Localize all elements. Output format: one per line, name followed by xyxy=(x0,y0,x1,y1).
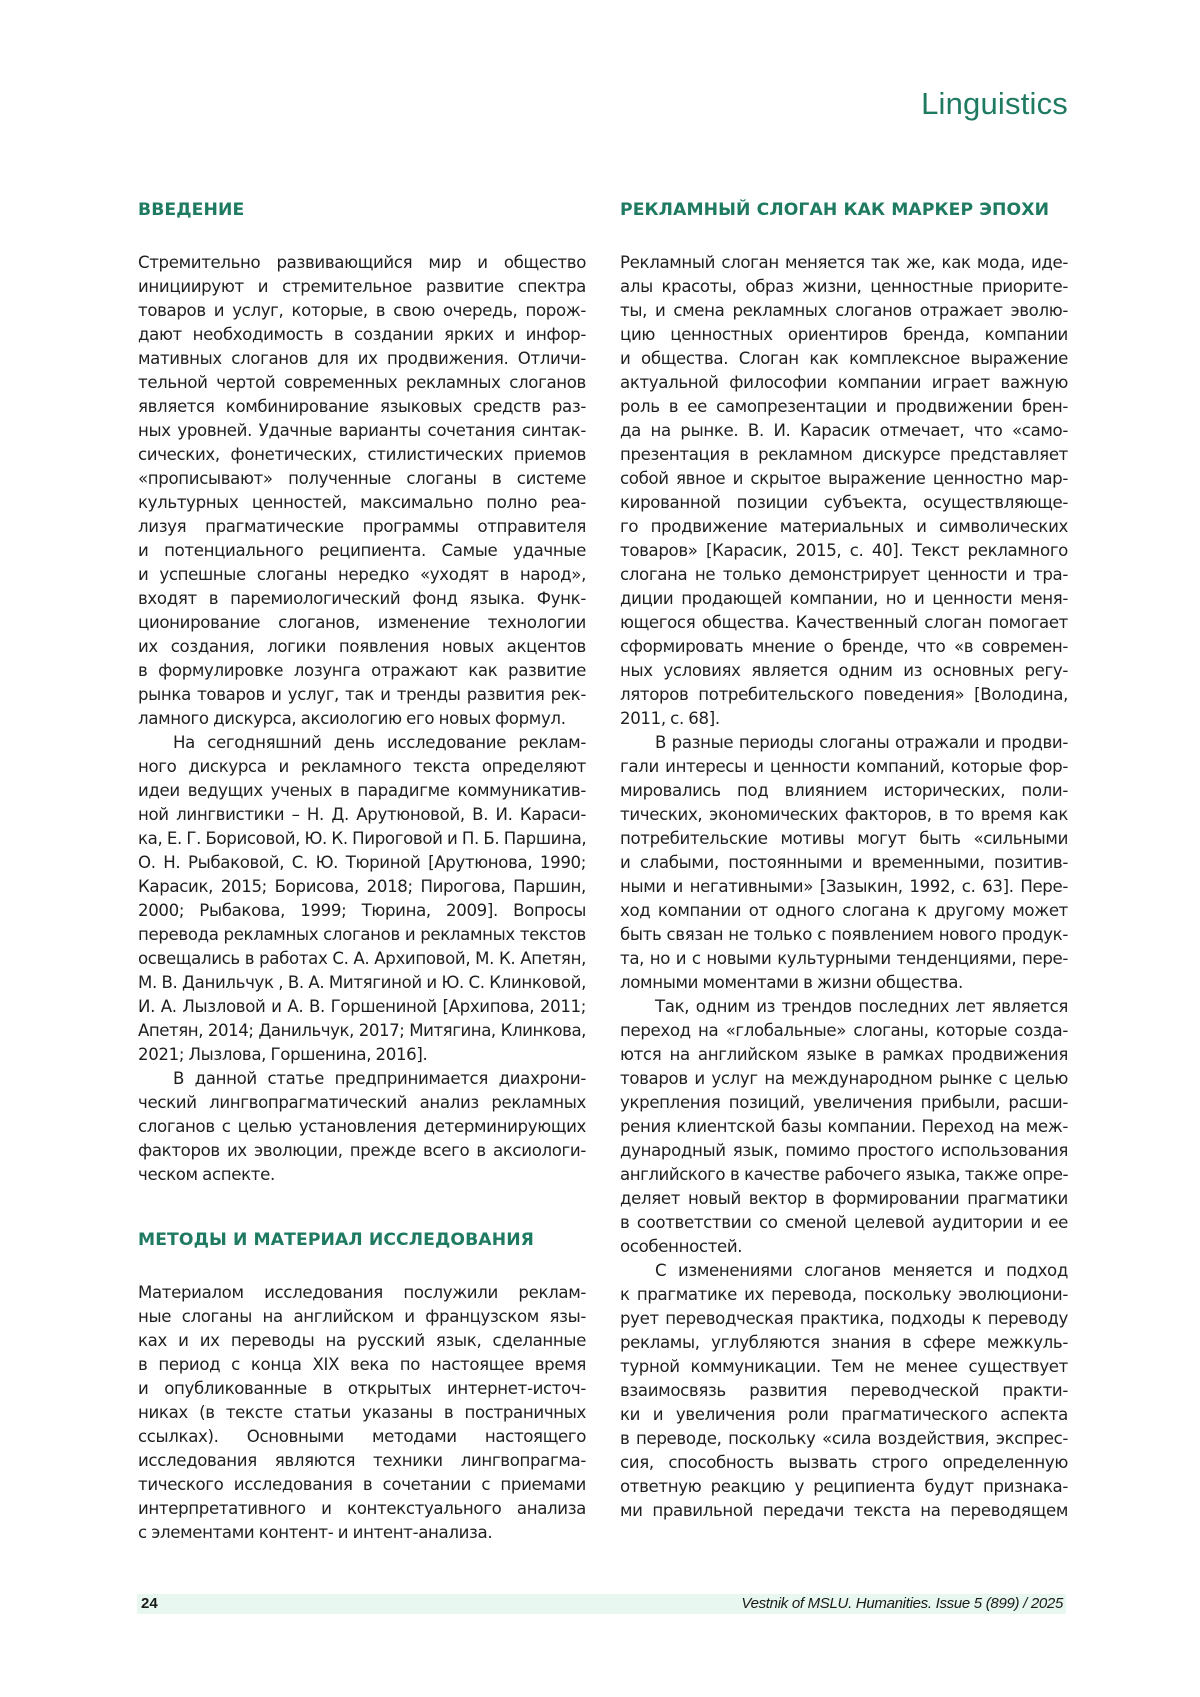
text-line: и потенциального реципиента. Самые удачные xyxy=(138,541,586,560)
text-line: мировались под влиянием исторических, поли- xyxy=(620,781,1068,800)
text-line: дународный язык, помимо простого использования xyxy=(620,1141,1068,1160)
text-line: сформировать мнение о бренде, что «в современ- xyxy=(620,637,1068,656)
text-line: та, но и с новыми культурными тенденциями, пере- xyxy=(620,949,1068,968)
text-line: собой явное и скрытое выражение ценностно мар- xyxy=(620,469,1068,488)
text-line: ными и негативными» [Зазыкин, 1992, с. 63]. Пере- xyxy=(620,877,1068,896)
text-line: деляет новый вектор в формировании прагматики xyxy=(620,1189,1068,1208)
text-line: с элементами контент- и интент-анализа. xyxy=(138,1523,493,1542)
text-line: цию ценностных ориентиров бренда, компании xyxy=(620,325,1068,344)
text-line: ты, и смена рекламных слоганов отражает эволю- xyxy=(620,301,1068,320)
text-line: Материалом исследования послужили реклам- xyxy=(138,1283,586,1302)
paragraph xyxy=(138,1281,586,1545)
text-line: ответную реакцию у реципиента будут признака- xyxy=(620,1477,1068,1496)
text-line: рения клиентской базы компании. Переход на меж- xyxy=(620,1117,1068,1136)
text-line: презентация в рекламном дискурсе представляет xyxy=(620,445,1068,464)
text-line: «прописывают» полученные слоганы в системе xyxy=(138,469,586,488)
text-line: да на рынке. В. И. Карасик отмечает, что «само- xyxy=(620,421,1068,440)
text-line: взаимосвязь развития переводческой практи- xyxy=(620,1381,1068,1400)
text-line: в период с конца XIX века по настоящее время xyxy=(138,1355,586,1374)
text-line: идеи ведущих ученых в парадигме коммуникатив- xyxy=(138,781,586,800)
text-line: дают необходимость в создании ярких и инфор- xyxy=(138,325,586,344)
section-label: Linguistics xyxy=(921,86,1068,121)
text-line: сических, фонетических, стилистических приемов xyxy=(138,445,586,464)
text-line: потребительские мотивы могут быть «сильными xyxy=(620,829,1068,848)
text-line: алы красоты, образ жизни, ценностные приорите- xyxy=(620,277,1068,296)
text-line: английского в качестве рабочего языка, также опре- xyxy=(620,1165,1068,1184)
text-line: и слабыми, постоянными и временными, позитив- xyxy=(620,853,1068,872)
journal-citation: Vestnik of MSLU. Humanities. Issue 5 (899) / 2025 xyxy=(741,1595,1063,1612)
text-line: в переводе, поскольку «сила воздействия, экспрес- xyxy=(620,1429,1068,1448)
text-line: актуальной философии компании играет важную xyxy=(620,373,1068,392)
text-line: В данной статье предпринимается диахрони- xyxy=(173,1069,586,1088)
section-heading: МЕТОДЫ И МАТЕРИАЛ ИССЛЕДОВАНИЯ xyxy=(138,1230,535,1250)
text-line: факторов их эволюции, прежде всего в аксиологи- xyxy=(138,1141,586,1160)
text-line: ках и их переводы на русский язык, сделанные xyxy=(138,1331,586,1350)
text-line: В разные периоды слоганы отражали и продви- xyxy=(655,733,1068,752)
text-line: в формулировке лозунга отражают как развитие xyxy=(138,661,586,680)
text-line: в соответствии со сменой целевой аудитории и ее xyxy=(620,1213,1068,1232)
text-line: слогана не только демонстрирует ценности и тра- xyxy=(620,565,1068,584)
text-line: И. А. Лызловой и А. В. Горшениной [Архипова, 2011; xyxy=(138,997,586,1016)
paragraph xyxy=(620,1259,1068,1523)
section-body xyxy=(620,251,1068,1523)
text-line: к прагматике их перевода, поскольку эволюциони- xyxy=(620,1285,1068,1304)
text-line: ссылках). Основными методами настоящего xyxy=(138,1427,586,1446)
text-line: М. В. Данильчук , В. А. Митягиной и Ю. С. Клинковой, xyxy=(138,973,586,992)
text-line: О. Н. Рыбаковой, С. Ю. Тюриной [Арутюнова, 1990; xyxy=(138,853,586,872)
text-line: тических, экономических факторов, в то время как xyxy=(620,805,1068,824)
text-line: турной коммуникации. Тем не менее существует xyxy=(620,1357,1068,1376)
text-line: культурных ценностей, максимально полно реа- xyxy=(138,493,586,512)
text-line: исследования являются техники лингвопрагма- xyxy=(138,1451,586,1470)
section-introduction xyxy=(138,198,586,1187)
text-line: рынка товаров и услуг, так и тренды развития рек- xyxy=(138,685,586,704)
text-line: 2011, с. 68]. xyxy=(620,709,720,728)
page-number: 24 xyxy=(141,1595,158,1612)
section-slogan-marker xyxy=(620,198,1068,1523)
text-line: ка, Е. Г. Борисовой, Ю. К. Пироговой и П. Б. Паршина, xyxy=(138,829,587,848)
section-body xyxy=(138,251,586,1187)
text-line: ломными моментами в жизни общества. xyxy=(620,973,963,992)
text-line: ческом аспекте. xyxy=(138,1165,275,1184)
text-line: Рекламный слоган меняется так же, как мода, иде- xyxy=(620,253,1068,272)
paragraph xyxy=(620,251,1068,731)
paragraph xyxy=(138,1067,586,1187)
text-line: переход на «глобальные» слоганы, которые созда- xyxy=(620,1021,1068,1040)
section-heading: ВВЕДЕНИЕ xyxy=(138,200,245,220)
text-line: Апетян, 2014; Данильчук, 2017; Митягина, Клинкова, xyxy=(138,1021,586,1040)
text-line: особенностей. xyxy=(620,1237,743,1256)
text-line: го продвижение материальных и символических xyxy=(620,517,1068,536)
text-line: гали интересы и ценности компаний, которые фор- xyxy=(620,757,1068,776)
text-line: кированной позиции субъекта, осуществляюще- xyxy=(620,493,1068,512)
text-line: Карасик, 2015; Борисова, 2018; Пирогова, Паршин, xyxy=(138,877,586,896)
text-line: тельной чертой современных рекламных слоганов xyxy=(138,373,586,392)
text-line: входят в паремиологический фонд языка. Функ- xyxy=(138,589,586,608)
text-line: и опубликованные в открытых интернет-источ- xyxy=(138,1379,586,1398)
text-line: их создания, логики появления новых акцентов xyxy=(138,637,586,656)
text-line: ки и увеличения роли прагматического аспекта xyxy=(620,1405,1068,1424)
section-heading: РЕКЛАМНЫЙ СЛОГАН КАК МАРКЕР ЭПОХИ xyxy=(620,200,1050,220)
text-line: диции продающей компании, но и ценности меня- xyxy=(620,589,1068,608)
text-line: ной лингвистики – Н. Д. Арутюновой, В. И. Караси- xyxy=(138,805,586,824)
text-line: ных уровней. Удачные варианты сочетания синтак- xyxy=(138,421,586,440)
text-line: сия, способность вызвать строго определенную xyxy=(620,1453,1068,1472)
text-line: ческий лингвопрагматический анализ рекламных xyxy=(138,1093,586,1112)
text-line: товаров и услуг на международном рынке с целью xyxy=(620,1069,1068,1088)
text-line: интерпретативного и контекстуального анализа xyxy=(138,1499,586,1518)
text-line: ми правильной передачи текста на переводящем xyxy=(620,1501,1068,1520)
text-line: 2000; Рыбакова, 1999; Тюрина, 2009]. Вопросы xyxy=(138,901,586,920)
text-line: ход компании от одного слогана к другому может xyxy=(620,901,1068,920)
text-line: товаров» [Карасик, 2015, с. 40]. Текст рекламного xyxy=(620,541,1068,560)
text-line: Так, одним из трендов последних лет является xyxy=(655,997,1068,1016)
text-line: ются на английском языке в рамках продвижения xyxy=(620,1045,1068,1064)
text-line: слоганов с целью установления детерминирующих xyxy=(138,1117,586,1136)
text-line: рует переводческая практика, подходы к переводу xyxy=(620,1309,1068,1328)
text-line: лизуя прагматические программы отправителя xyxy=(138,517,586,536)
text-line: ляторов потребительского поведения» [Володина, xyxy=(620,685,1068,704)
text-line: С изменениями слоганов меняется и подход xyxy=(655,1261,1068,1280)
text-line: ламного дискурса, аксиологию его новых формул. xyxy=(138,709,566,728)
text-line: Стремительно развивающийся мир и общество xyxy=(138,253,586,272)
section-methods xyxy=(138,1228,586,1545)
text-line: мативных слоганов для их продвижения. Отличи- xyxy=(138,349,586,368)
text-line: инициируют и стремительное развитие спектра xyxy=(138,277,586,296)
paragraph xyxy=(620,731,1068,995)
text-line: освещались в работах С. А. Архиповой, М. К. Апетян, xyxy=(138,949,586,968)
text-line: На сегодняшний день исследование реклам- xyxy=(173,733,586,752)
right-column xyxy=(620,198,1068,1523)
text-line: ционирование слоганов, изменение технологии xyxy=(138,613,586,632)
text-line: является комбинирование языковых средств раз- xyxy=(138,397,586,416)
text-line: ных условиях является одним из основных регу- xyxy=(620,661,1068,680)
text-line: товаров и услуг, которые, в свою очередь, порож- xyxy=(138,301,586,320)
text-line: ные слоганы на английском и французском язы- xyxy=(138,1307,586,1326)
section-body xyxy=(138,1281,586,1545)
text-line: перевода рекламных слоганов и рекламных текстов xyxy=(138,925,586,944)
text-line: никах (в тексте статьи указаны в постраничных xyxy=(138,1403,586,1422)
text-line: тического исследования в сочетании с приемами xyxy=(138,1475,586,1494)
left-column xyxy=(138,198,586,1545)
paragraph xyxy=(138,731,586,1067)
text-line: ного дискурса и рекламного текста определяют xyxy=(138,757,586,776)
paragraph xyxy=(138,251,586,731)
text-line: и успешные слоганы нередко «уходят в народ», xyxy=(138,565,586,584)
text-line: ющегося общества. Качественный слоган помогает xyxy=(620,613,1068,632)
paragraph xyxy=(620,995,1068,1259)
text-line: роль в ее самопрезентации и продвижении брен- xyxy=(620,397,1068,416)
text-line: и общества. Слоган как комплексное выражение xyxy=(620,349,1068,368)
text-line: укрепления позиций, увеличения прибыли, расши- xyxy=(620,1093,1068,1112)
text-line: рекламы, углубляются знания в сфере межкуль- xyxy=(620,1333,1068,1352)
text-line: 2021; Лызлова, Горшенина, 2016]. xyxy=(138,1045,428,1064)
text-line: быть связан не только с появлением нового продук- xyxy=(620,925,1068,944)
